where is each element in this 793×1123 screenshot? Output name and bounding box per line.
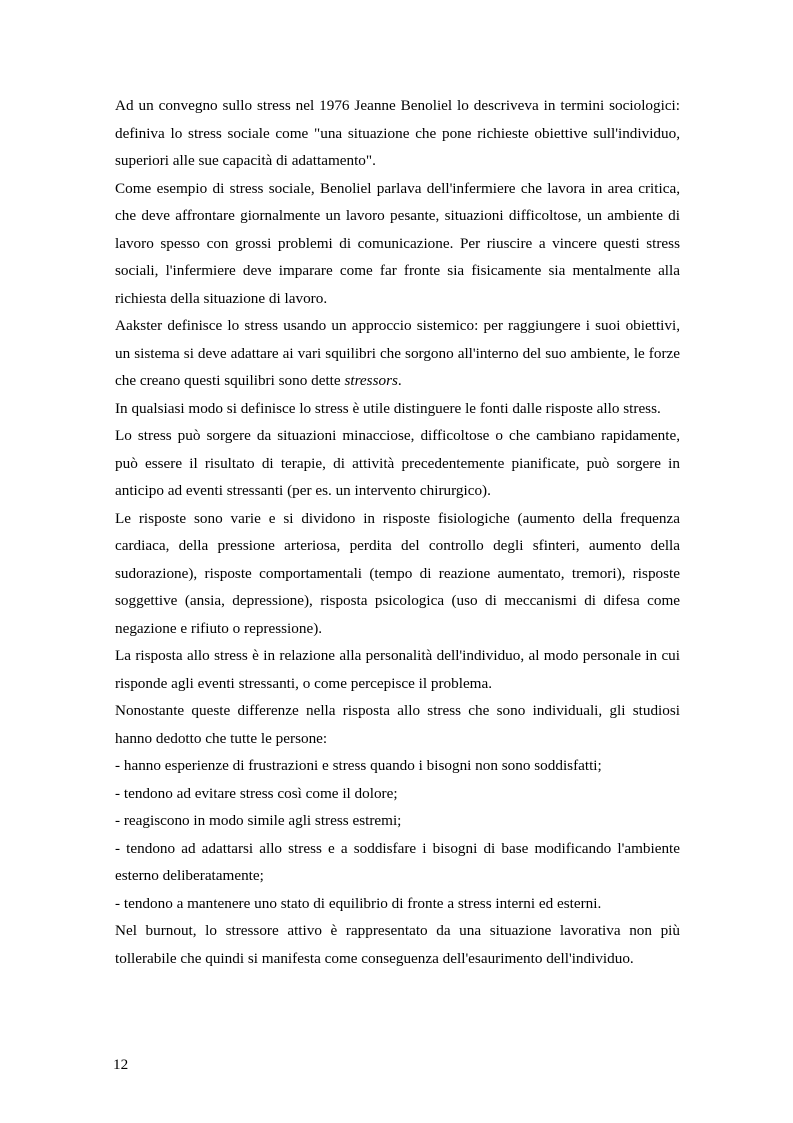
paragraph-stress-origins: Lo stress può sorgere da situazioni minacciose, difficoltose o che cambiano rapidamente, può essere il risultato di terapie, di attività precedentemente pianificate, può sorgere in anticipo ad eventi stressanti (per es. un intervento chirurgico). — [115, 427, 680, 499]
aakster-text-end: . — [397, 372, 402, 389]
list-item: - reagiscono in modo simile agli stress estremi; — [115, 812, 402, 829]
aakster-text: Aakster definisce lo stress usando un approccio sistemico: per raggiungere i suoi obiettivi, un sistema si deve adattare ai vari squilibri che sorgono all'interno del suo ambiente, le forze che creano questi squilibri sono dette — [115, 317, 680, 389]
paragraph-social-stress-example: Come esempio di stress sociale, Benoliel parlava dell'infermiere che lavora in area critica, che deve affrontare giornalmente un lavoro pesante, situazioni difficoltose, un ambiente di lavoro spesso con grossi problemi di comunicazione. Per riuscire a vincere questi stress sociali, l'infermiere deve imparare come far fronte sia fisicamente sia mentalmente alla richiesta della situazione di lavoro. — [115, 179, 680, 307]
page-number: 12 — [113, 1056, 129, 1073]
paragraph-burnout: Nel burnout, lo stressore attivo è rappresentato da una situazione lavorativa non più tollerabile che quindi si manifesta come conseguenza dell'esaurimento dell'individuo. — [115, 922, 680, 967]
paragraph-response-types: Le risposte sono varie e si dividono in risposte fisiologiche (aumento della frequenza cardiaca, della pressione arteriosa, perdita del controllo degli sfinteri, aumento della sudorazione), risposte comportamentali (tempo di reazione aumentato, tremori), risposte soggettive (ansia, depressione), risposta psicologica (uso di meccanismi di difesa come negazione e rifiuto o repressione). — [115, 509, 680, 637]
list-item: - tendono ad adattarsi allo stress e a soddisfare i bisogni di base modificando l'ambiente esterno deliberatamente; — [115, 839, 680, 884]
list-item: - tendono ad evitare stress così come il dolore; — [115, 784, 398, 802]
list-item: - hanno esperienze di frustrazioni e stress quando i bisogni non sono soddisfatti; — [115, 757, 602, 774]
paragraph-personality: La risposta allo stress è in relazione alla personalità dell'individuo, al modo personale in cui risponde agli eventi stressanti, o come percepisce il problema. — [115, 647, 680, 692]
paragraph-aakster — [115, 312, 680, 395]
paragraph-individual-differences: Nonostante queste differenze nella risposta allo stress che sono individuali, gli studiosi hanno dedotto che tutte le persone: — [115, 702, 680, 747]
paragraph-benoliel-definition: Ad un convegno sullo stress nel 1976 Jeanne Benoliel lo descriveva in termini sociologici: definiva lo stress sociale come "una situazione che pone richieste obiettive sull'individuo, superiori alle sue capacità di adattamento". — [115, 97, 680, 169]
list-item: - tendono a mantenere uno stato di equilibrio di fronte a stress interni ed esterni. — [115, 894, 602, 912]
paragraph-sources-responses: In qualsiasi modo si definisce lo stress è utile distinguere le fonti dalle risposte allo stress. — [115, 399, 661, 417]
body-text — [115, 92, 680, 972]
stressors-emphasis: stressors — [344, 372, 398, 389]
